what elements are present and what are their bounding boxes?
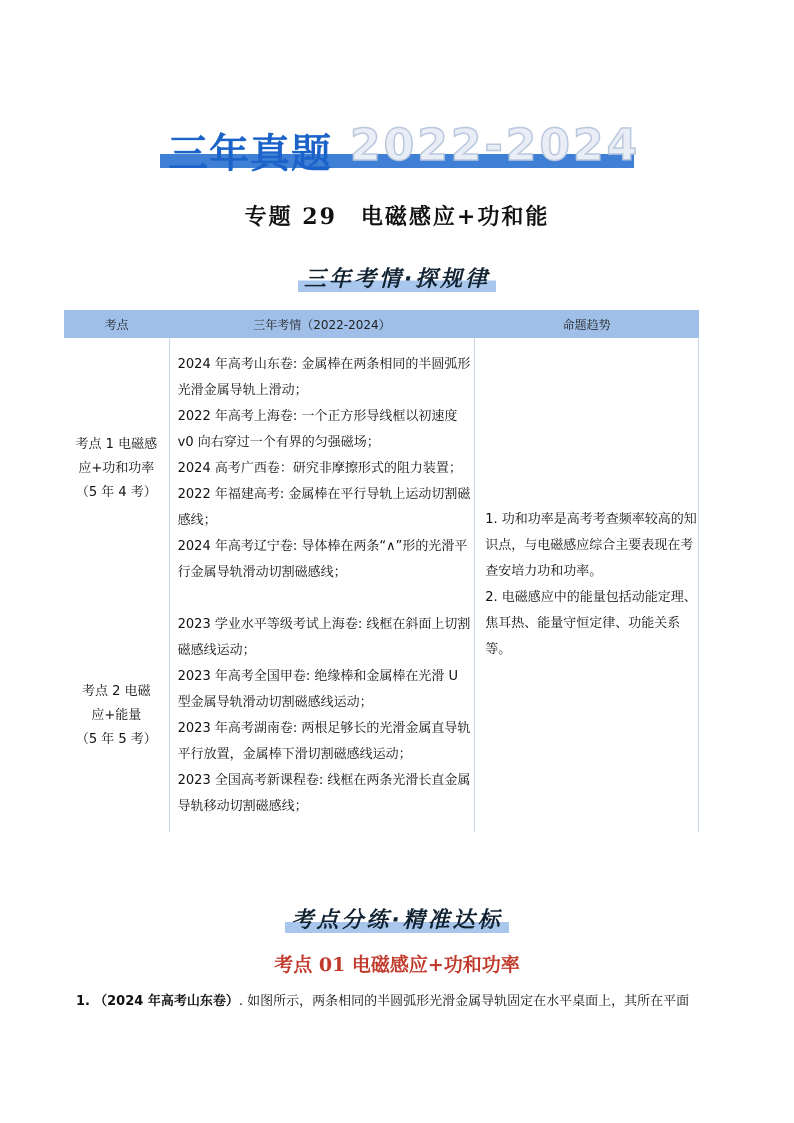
list-item: 2022 年高考上海卷: 一个正方形导线框以初速度 v0 向右穿过一个有界的匀强磁场； (177, 409, 458, 450)
trend-point: 1. 功和功率是高考考查频率较高的知识点，与电磁感应综合主要表现在考查安培力功和功率。 (485, 512, 697, 579)
list-item: 2022 年福建高考: 金属棒在平行导轨上运动切割磁感线； (177, 487, 471, 528)
list-item: 2023 全国高考新课程卷: 线框在两条光滑长直金属导轨移动切割磁感线； (177, 773, 471, 814)
topic-cell: 考点 1 电磁感 应+功和功率 （5 年 4 考） (64, 338, 169, 600)
question-1 (76, 990, 726, 1009)
question-number: 1. (76, 994, 90, 1009)
table-header-row (64, 310, 699, 338)
banner-years: 2022-2024 (350, 120, 641, 171)
list-item: 2023 学业水平等级考试上海卷: 线框在斜面上切割磁感线运动； (177, 617, 471, 658)
topic-subtitle: 专题 29 电磁感应+功和能 (244, 204, 550, 230)
topic-01-heading: 考点 01 电磁感应+功和功率 (274, 954, 520, 976)
section-heading-practice: 考点分练·精准达标 (0, 903, 794, 934)
col-header-trend: 命题趋势 (475, 310, 699, 338)
exam-items-cell (169, 600, 475, 832)
trend-point: 2. 电磁感应中的能量包括动能定理、焦耳热、能量守恒定律、功能关系等。 (485, 590, 697, 657)
section-heading-trends: 三年考情·探规律 (0, 262, 794, 293)
col-header-exams: 三年考情（2022-2024） (169, 310, 475, 338)
topic-cell: 考点 2 电磁 应+能量 （5 年 5 考） (64, 600, 169, 832)
col-header-topic: 考点 (64, 310, 169, 338)
question-source: （2024 年高考山东卷） (94, 994, 239, 1009)
list-item: 2023 年高考全国甲卷: 绝缘棒和金属棒在光滑 U 型金属导轨滑动切割磁感线运动； (177, 669, 459, 710)
list-item: 2023 年高考湖南卷: 两根足够长的光滑金属直导轨平行放置，金属棒下滑切割磁感线运动； (177, 721, 471, 762)
exam-items-cell (169, 338, 475, 600)
list-item: 2024 年高考辽宁卷: 导体棒在两条“∧”形的光滑平行金属导轨滑动切割磁感线； (177, 539, 468, 580)
question-text: . 如图所示，两条相同的半圆弧形光滑金属导轨固定在水平桌面上，其所在平面 (238, 994, 690, 1009)
exam-analysis-table (64, 310, 699, 832)
title-banner (160, 118, 641, 177)
trend-cell (475, 338, 699, 832)
table-row (64, 338, 699, 600)
list-item: 2024 年高考山东卷: 金属棒在两条相同的半圆弧形光滑金属导轨上滑动； (177, 357, 471, 398)
banner-title: 三年真题 (168, 131, 332, 177)
list-item: 2024 高考广西卷：研究非摩擦形式的阻力装置； (177, 461, 462, 476)
